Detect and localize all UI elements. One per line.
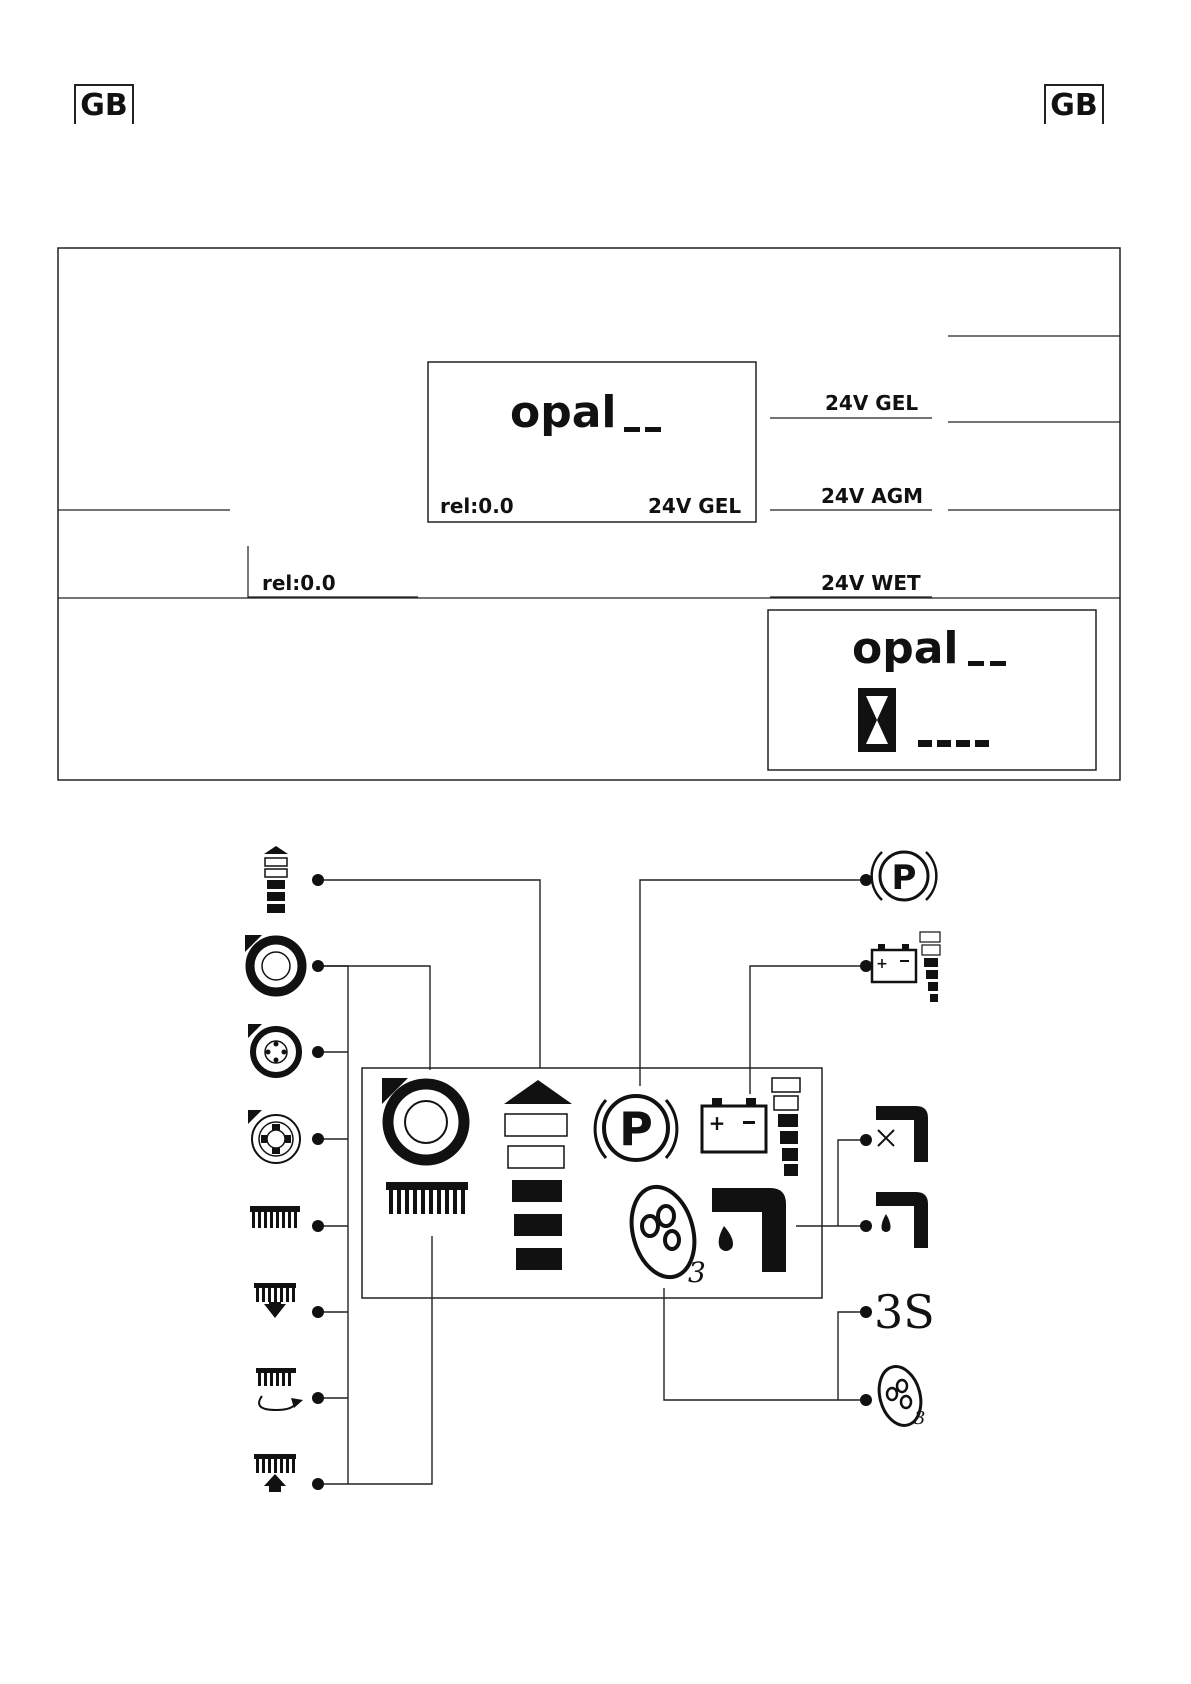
detergent-icon [622,1180,706,1289]
battery-option-agm: 24V AGM [821,484,924,508]
battery-option-wet: 24V WET [821,571,921,595]
language-tag-left: GB [74,84,134,124]
main-rel-text: rel:0.0 [440,494,514,518]
detergent-subscript: 3 [688,1256,706,1289]
brush-deck-icon [250,1206,300,1228]
detergent-dosage-icon [873,1362,927,1430]
svg-text:+: + [708,1111,726,1135]
squeegee-icon [712,1188,786,1272]
parking-brake-icon [595,1096,677,1160]
parking-brake-icon [872,852,937,900]
svg-text:P: P [619,1102,653,1156]
squeegee-water-icon [876,1192,928,1248]
hourglass-icon [858,688,896,752]
brush-speed-high-icon [248,1110,300,1163]
squeegee-off-icon [876,1106,928,1162]
brush-deck-raise-icon [254,1454,296,1492]
svg-text:+: + [876,956,888,972]
brush-pressure-level-icon [264,846,288,913]
battery-option-gel: 24V GEL [825,391,919,415]
brush-deck-icon [386,1182,468,1214]
brush-rotation-icon [256,1368,303,1410]
main-brand-text: opal [510,387,617,438]
connector-dots [312,874,872,1490]
brush-speed-mid-icon [248,1024,299,1075]
side-rel-text: rel:0.0 [262,571,336,595]
detergent-dosage-subscript: 3 [914,1408,926,1429]
brush-speed-icon [382,1078,464,1160]
main-battery-text: 24V GEL [648,494,742,518]
3s-mode-icon: 3S [874,1285,935,1339]
brush-speed-low-icon [245,935,302,992]
display-panel-frame [362,1068,822,1298]
wait-brand-text: opal [852,623,959,674]
brush-deck-lower-icon [254,1283,296,1318]
battery-level-icon [702,1078,800,1176]
svg-text:P: P [891,858,917,898]
connector-lines [318,880,866,1484]
language-tag-right: GB [1044,84,1104,124]
pressure-level-bars-icon [504,1080,572,1270]
battery-level-icon [872,932,940,1002]
